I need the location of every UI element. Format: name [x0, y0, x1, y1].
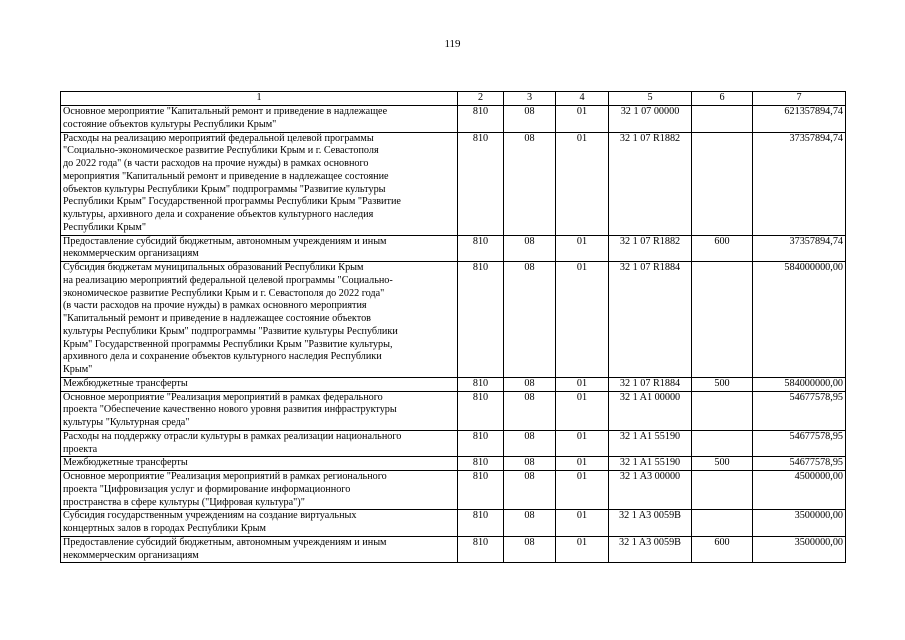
- cell-code-2: 810: [458, 235, 504, 262]
- cell-expense-type: 500: [692, 457, 753, 471]
- cell-subsection: 01: [556, 471, 609, 510]
- row-description: [61, 262, 458, 378]
- row-description: [61, 235, 458, 262]
- description-line: Республики Крым": [63, 221, 146, 233]
- cell-section: 08: [504, 132, 556, 235]
- row-description: [61, 132, 458, 235]
- cell-code-2: 810: [458, 510, 504, 537]
- cell-target-article: 32 1 A3 0059B: [609, 536, 692, 563]
- cell-amount: 4500000,00: [753, 471, 846, 510]
- cell-code-2: 810: [458, 471, 504, 510]
- cell-section: 08: [504, 430, 556, 457]
- cell-expense-type: [692, 430, 753, 457]
- cell-amount: 584000000,00: [753, 262, 846, 378]
- page-number: 119: [444, 38, 461, 50]
- description-line: Субсидия бюджетам муниципальных образований Республики Крым: [63, 262, 364, 273]
- description-line: Предоставление субсидий бюджетным, автономным учреждениям и иным: [63, 536, 387, 548]
- description-line: "Капитальный ремонт и приведение в надлежащее состояние объектов: [63, 313, 371, 324]
- cell-subsection: 01: [556, 430, 609, 457]
- cell-subsection: 01: [556, 377, 609, 391]
- cell-target-article: 32 1 A3 00000: [609, 471, 692, 510]
- description-line: Расходы на поддержку отрасли культуры в рамках реализации национального: [63, 430, 402, 442]
- cell-section: 08: [504, 471, 556, 510]
- cell-subsection: 01: [556, 235, 609, 262]
- row-description: [61, 391, 458, 430]
- description-line: пространства в сфере культуры ("Цифровая культура")": [63, 496, 305, 508]
- row-description: [61, 536, 458, 563]
- description-line: Основное мероприятие "Реализация мероприятий в рамках федерального: [63, 391, 383, 403]
- description-line: проекта: [63, 443, 98, 455]
- cell-section: 08: [504, 262, 556, 378]
- description-line: Основное мероприятие "Капитальный ремонт и приведение в надлежащее: [63, 106, 388, 117]
- table-row: [61, 106, 846, 133]
- cell-code-2: 810: [458, 457, 504, 471]
- cell-section: 08: [504, 377, 556, 391]
- cell-subsection: 01: [556, 457, 609, 471]
- cell-target-article: 32 1 07 00000: [609, 106, 692, 133]
- row-description: [61, 457, 458, 471]
- cell-section: 08: [504, 106, 556, 133]
- description-line: Субсидия государственным учреждениям на создание виртуальных: [63, 510, 357, 522]
- description-line: Основное мероприятие "Реализация мероприятий в рамках регионального: [63, 471, 387, 482]
- description-line: культуры Республики Крым" подпрограммы "Развитие культуры Республики: [63, 325, 398, 337]
- row-description: [61, 377, 458, 391]
- column-header: 7: [753, 92, 846, 106]
- table-row: [61, 391, 846, 430]
- cell-amount: 54677578,95: [753, 430, 846, 457]
- table-row: [61, 510, 846, 537]
- cell-subsection: 01: [556, 262, 609, 378]
- cell-target-article: 32 1 A1 55190: [609, 430, 692, 457]
- cell-subsection: 01: [556, 106, 609, 133]
- cell-expense-type: [692, 106, 753, 133]
- column-header: 1: [61, 92, 458, 106]
- description-line: "Социально-экономическое развитие Республики Крым и г. Севастополя: [63, 145, 379, 157]
- description-line: Межбюджетные трансферты: [63, 377, 188, 389]
- cell-expense-type: 500: [692, 377, 753, 391]
- column-header: 3: [504, 92, 556, 106]
- cell-section: 08: [504, 391, 556, 430]
- cell-expense-type: [692, 132, 753, 235]
- table-row: [61, 471, 846, 510]
- cell-subsection: 01: [556, 536, 609, 563]
- cell-subsection: 01: [556, 510, 609, 537]
- column-header: 4: [556, 92, 609, 106]
- cell-expense-type: [692, 510, 753, 537]
- cell-amount: 37357894,74: [753, 235, 846, 262]
- cell-section: 08: [504, 510, 556, 537]
- cell-target-article: 32 1 07 R1882: [609, 235, 692, 262]
- budget-table: [60, 91, 846, 563]
- cell-expense-type: [692, 262, 753, 378]
- description-line: Крым": [63, 364, 93, 375]
- column-header: 2: [458, 92, 504, 106]
- cell-target-article: 32 1 07 R1884: [609, 377, 692, 391]
- cell-expense-type: 600: [692, 235, 753, 262]
- description-line: проекта "Цифровизация услуг и формирование информационного: [63, 483, 351, 495]
- table-row: [61, 430, 846, 457]
- table-row: [61, 132, 846, 235]
- cell-target-article: 32 1 A1 55190: [609, 457, 692, 471]
- description-line: Крым" Государственной программы Республики Крым "Развитие культуры,: [63, 338, 393, 350]
- cell-amount: 584000000,00: [753, 377, 846, 391]
- cell-amount: 54677578,95: [753, 457, 846, 471]
- row-description: [61, 471, 458, 510]
- cell-subsection: 01: [556, 391, 609, 430]
- cell-expense-type: [692, 471, 753, 510]
- description-line: до 2022 года" (в части расходов на прочие нужды) в рамках основного: [63, 158, 369, 169]
- cell-code-2: 810: [458, 132, 504, 235]
- row-description: [61, 106, 458, 133]
- description-line: архивного дела и сохранение объектов культурного наследия Республики: [63, 351, 382, 363]
- description-line: экономическое развитие Республики Крым и г. Севастополя до 2022 года": [63, 287, 385, 299]
- cell-expense-type: 600: [692, 536, 753, 563]
- cell-target-article: 32 1 07 R1882: [609, 132, 692, 235]
- table-row: [61, 235, 846, 262]
- description-line: концертных залов в городах Республики Крым: [63, 523, 266, 534]
- cell-subsection: 01: [556, 132, 609, 235]
- column-header: 6: [692, 92, 753, 106]
- cell-target-article: 32 1 A3 0059B: [609, 510, 692, 537]
- description-line: некоммерческим организациям: [63, 248, 199, 260]
- description-line: (в части расходов на прочие нужды) в рамках основного мероприятия: [63, 300, 367, 312]
- description-line: проекта "Обеспечение качественно нового уровня развития инфраструктуры: [63, 404, 397, 416]
- cell-expense-type: [692, 391, 753, 430]
- table-row: [61, 457, 846, 471]
- description-line: мероприятия "Капитальный ремонт и приведение в надлежащее состояние: [63, 170, 389, 182]
- description-line: на реализацию мероприятий федеральной целевой программы "Социально-: [63, 274, 393, 286]
- cell-code-2: 810: [458, 262, 504, 378]
- table-row: [61, 377, 846, 391]
- header-row: [61, 92, 846, 106]
- table-row: [61, 262, 846, 378]
- description-line: Расходы на реализацию мероприятий федеральной целевой программы: [63, 132, 374, 144]
- cell-code-2: 810: [458, 536, 504, 563]
- description-line: Предоставление субсидий бюджетным, автономным учреждениям и иным: [63, 235, 387, 247]
- cell-amount: 3500000,00: [753, 510, 846, 537]
- column-header: 5: [609, 92, 692, 106]
- description-line: Межбюджетные трансферты: [63, 457, 188, 469]
- cell-code-2: 810: [458, 377, 504, 391]
- cell-amount: 54677578,95: [753, 391, 846, 430]
- description-line: некоммерческим организациям: [63, 549, 199, 561]
- cell-amount: 37357894,74: [753, 132, 846, 235]
- description-line: состояние объектов культуры Республики Крым": [63, 118, 277, 130]
- cell-section: 08: [504, 536, 556, 563]
- description-line: культуры "Культурная среда": [63, 417, 190, 428]
- cell-amount: 3500000,00: [753, 536, 846, 563]
- description-line: культуры, архивного дела и сохранение объектов культурного наследия: [63, 209, 374, 220]
- cell-section: 08: [504, 235, 556, 262]
- cell-amount: 621357894,74: [753, 106, 846, 133]
- cell-target-article: 32 1 A1 00000: [609, 391, 692, 430]
- cell-code-2: 810: [458, 106, 504, 133]
- cell-section: 08: [504, 457, 556, 471]
- cell-code-2: 810: [458, 391, 504, 430]
- table-row: [61, 536, 846, 563]
- row-description: [61, 510, 458, 537]
- cell-code-2: 810: [458, 430, 504, 457]
- description-line: объектов культуры Республики Крым" подпрограммы "Развитие культуры: [63, 183, 386, 195]
- description-line: Республики Крым" Государственной программы Республики Крым "Развитие: [63, 196, 401, 208]
- row-description: [61, 430, 458, 457]
- cell-target-article: 32 1 07 R1884: [609, 262, 692, 378]
